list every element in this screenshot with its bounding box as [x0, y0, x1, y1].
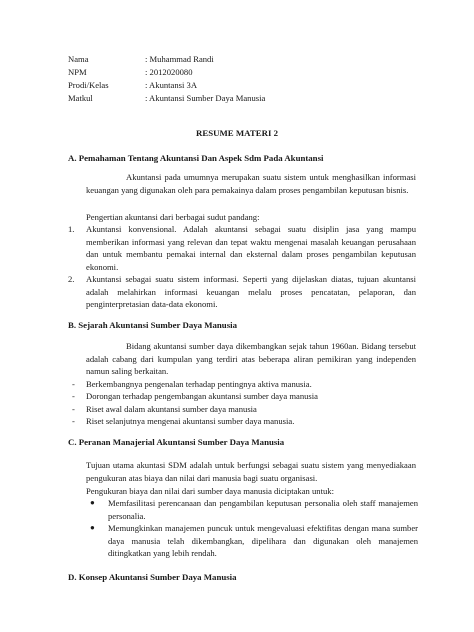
section-b-paragraph-1: Bidang akuntansi sumber daya dikembangkan sejak tahun 1960an. Bidang tersebut adalah cabang dari kumpulan yang terdiri atas beberapa aliran pemikiran yang independen namun saling berkaitan.	[86, 341, 416, 377]
npm-value: : 2012020080	[145, 67, 193, 77]
dash-marker: -	[72, 379, 75, 389]
section-c-paragraph-1: Tujuan utama akuntasi SDM adalah untuk berfungsi sebagai suatu sistem yang menyediakaan pengukuran atas biaya dan nilai dari manusia bagi suatu organisasi.	[86, 460, 416, 483]
name-value: : Muhammad Randi	[145, 54, 214, 64]
section-c-bullet-1: Memfasilitasi perencanaan dan pengambilan keputusan personalia oleh staff manajemen personalia.	[108, 498, 418, 521]
matkul-label: Matkul	[68, 93, 93, 103]
section-d-heading: D. Konsep Akuntansi Sumber Daya Manusia	[68, 572, 237, 582]
section-b-heading: B. Sejarah Akuntansi Sumber Daya Manusia	[68, 320, 237, 330]
dash-marker: -	[72, 391, 75, 401]
name-label: Nama	[68, 54, 89, 64]
bullet-icon: ●	[90, 498, 95, 507]
section-a-item-1-number: 1.	[68, 224, 75, 234]
section-c-bullet-2: Memungkinkan manajemen puncuk untuk mengevaluasi efektifitas dengan mana sumber daya manusia telah dikembangkan, dipelihara dan digunakan oleh manajemen ditingkatkan yang lebih rendah.	[108, 523, 418, 559]
bullet-icon: ●	[90, 523, 95, 532]
section-b-dash-item-2: Dorongan terhadap pengembangan akuntansi sumber daya manusia	[86, 391, 318, 401]
document-title: RESUME MATERI 2	[196, 128, 278, 138]
section-b-dash-item-4: Riset selanjutnya mengenai akuntansi sumber daya manusia.	[86, 416, 295, 426]
dash-marker: -	[72, 416, 75, 426]
prodi-value: : Akuntansi 3A	[145, 80, 198, 90]
section-a-paragraph-2: Pengertian akuntansi dari berbagai sudut pandang:	[86, 212, 260, 222]
dash-marker: -	[72, 404, 75, 414]
section-b-dash-item-3: Riset awal dalam akuntansi sumber daya manusia	[86, 404, 257, 414]
section-c-heading: C. Peranan Manajerial Akuntansi Sumber Daya Manusia	[68, 437, 285, 447]
section-b-dash-item-1: Berkembangnya pengenalan terhadap pentingnya aktiva manusia.	[86, 379, 312, 389]
section-a-item-2-number: 2.	[68, 274, 75, 284]
section-c-paragraph-2: Pengukuran biaya dan nilai dari sumber daya manusia diciptakan untuk:	[86, 486, 334, 496]
matkul-value: : Akuntansi Sumber Daya Manusia	[145, 93, 266, 103]
section-a-paragraph-1: Akuntansi pada umumnya merupakan suatu sistem untuk menghasilkan informasi keuangan yang digunakan oleh para pemakainya dalam proses pengambilan keputusan bisnis.	[86, 172, 416, 195]
section-a-heading: A. Pemahaman Tentang Akuntansi Dan Aspek Sdm Pada Akuntansi	[68, 153, 324, 163]
prodi-label: Prodi/Kelas	[68, 80, 109, 90]
section-a-item-2-text: Akuntansi sebagai suatu sistem informasi. Seperti yang dijelaskan diatas, tujuan akuntansi adalah melahirkan informasi keuangan melalu proses pencatatan, pelaporan, dan penginterpretasian data-data ekonomi.	[86, 274, 416, 310]
npm-label: NPM	[68, 67, 87, 77]
section-a-item-1-text: Akuntansi konvensional. Adalah akuntansi sebagai suatu disiplin jasa yang mampu memberikan informasi yang relevan dan tepat waktu mengenai masalah keuangan perusahaan dan untuk membantu pemakai internal dan eksternal dalam proses pengambilan keputusan ekonomi.	[86, 224, 416, 272]
